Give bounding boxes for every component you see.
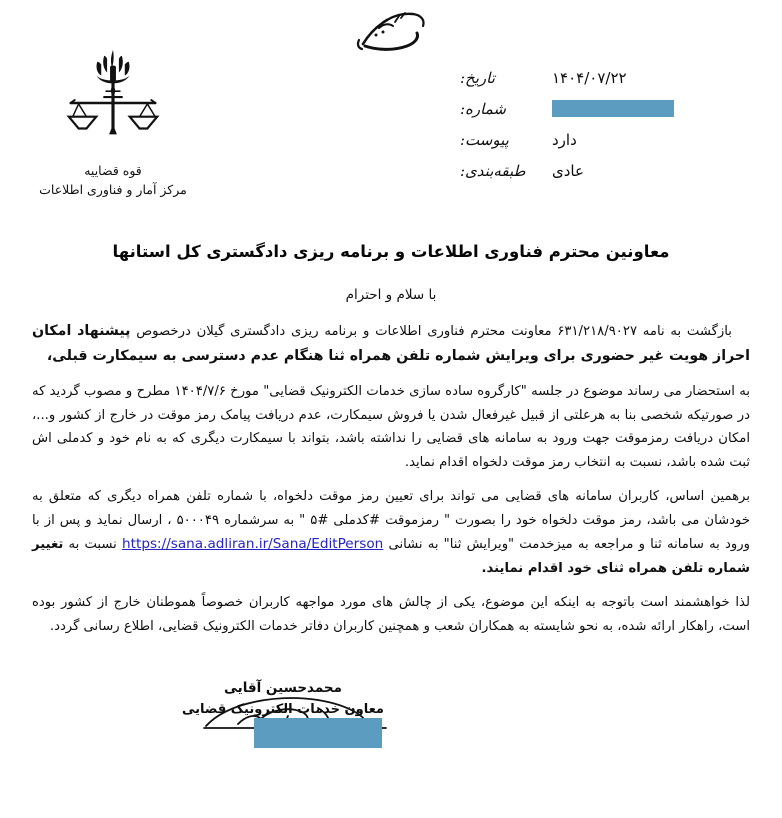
emblem-department: مرکز آمار و فناوری اطلاعات: [39, 181, 187, 197]
signature-redaction-bar: [254, 718, 382, 748]
instructions-text: برهمین اساس، کاربران سامانه های قضایی می تواند برای تعیین رمز موقت دلخواه، با شماره تلفن همراه دیگری که متعلق به خودشان می باشد، رمز موقت دلخواه خود را بصورت " رمزموقت #کدملی #۵ " به سرشماره ۵۰۰۰۴۹ ، ارسال نماید و پس از با ورود به سامانه ثنا و مراجعه به میزخدمت "ویرایش ثنا" به نشانی: [32, 489, 750, 553]
attachment-value: دارد: [552, 130, 577, 149]
paragraph-instructions: [32, 485, 750, 580]
date-label: تاریخ:: [460, 68, 495, 87]
signer-role: معاون خدمات الکترونیک قضایی: [181, 702, 384, 718]
field-row-number: [454, 93, 754, 124]
date-value: ۱۴۰۴/۰۷/۲۲: [552, 68, 627, 87]
instructions-text-tail: نسبت به: [63, 537, 123, 553]
letter-body: [32, 240, 750, 649]
judiciary-emblem: [28, 46, 198, 200]
instructions-bold-tail: تغییر شماره تلفن همراه ثنای خود اقدام نمایند.: [32, 537, 750, 576]
number-redaction-bar: [552, 100, 674, 117]
reference-keyword: پیشنهاد: [77, 322, 131, 339]
emblem-organization: قوه قضاییه: [84, 163, 142, 178]
signature-block: [0, 678, 782, 720]
signature-inner: [176, 678, 390, 720]
sana-edit-person-link[interactable]: https://sana.adliran.ir/Sana/EditPerson: [122, 536, 384, 553]
paragraph-resolution: به استحضار می رساند موضوع در جلسه "کارگروه ساده سازی خدمات الکترونیک قضایی" مورخ ۱۴۰۴/۷/۶ مطرح و مصوب گردید که در صورتیکه شخصی بنا به هرعلتی از قبیل غیرفعال شدن یا فروش سیمکارت، عدم دریافت پیامک رمز موقت در خارج از کشور و...، امکان دریافت رمزموقت جهت ورود به سامانه های قضایی را نداشته باشد، بتواند با سیمکارت دیگری که به نام خود و کدملی اش ثبت شده باشد، نسبت به انتخاب رمز موقت دلخواه اقدام نماید.: [32, 384, 750, 470]
attachment-label: پیوست:: [460, 130, 509, 149]
emblem-caption: [28, 162, 198, 200]
bismillah-icon: [343, 4, 439, 56]
signer-name: محمدحسین آقایی: [223, 680, 342, 696]
classification-label: طبقه‌بندی:: [460, 161, 526, 180]
reference-subject: امکان احراز هویت غیر حضوری برای ویرایش شماره تلفن همراه ثنا هنگام عدم دسترسی به سیمکارت قبلی،: [32, 322, 750, 365]
number-label: شماره:: [460, 99, 506, 118]
paragraph-reference: [32, 319, 750, 370]
scales-of-justice-icon: [48, 46, 178, 156]
letter-header-fields: [454, 62, 754, 186]
reference-text: بازگشت به نامه ۶۳۱/۲۱۸/۹۰۲۷ معاونت محترم فناوری اطلاعات و برنامه ریزی دادگستری گیلان درخصوص: [130, 323, 732, 339]
field-row-classification: [454, 155, 754, 186]
field-row-attachment: [454, 124, 754, 155]
classification-value: عادی: [552, 161, 584, 180]
letter-salutation: با سلام و احترام: [345, 286, 437, 303]
field-row-date: [454, 62, 754, 93]
paragraph-request: لذا خواهشمند است باتوجه به اینکه این موضوع، یکی از چالش های مورد مواجهه کاربران خصوصاً هموطنان خارج از کشور بوده است، راهکار ارائه شده، به نحو شایسته به همکاران شعب و همچنین کاربران دفاتر خدمات الکترونیک قضایی، اطلاع رسانی گردد.: [32, 595, 750, 634]
letter-addressee-title: معاونین محترم فناوری اطلاعات و برنامه ریزی دادگستری کل استانها: [112, 242, 670, 261]
